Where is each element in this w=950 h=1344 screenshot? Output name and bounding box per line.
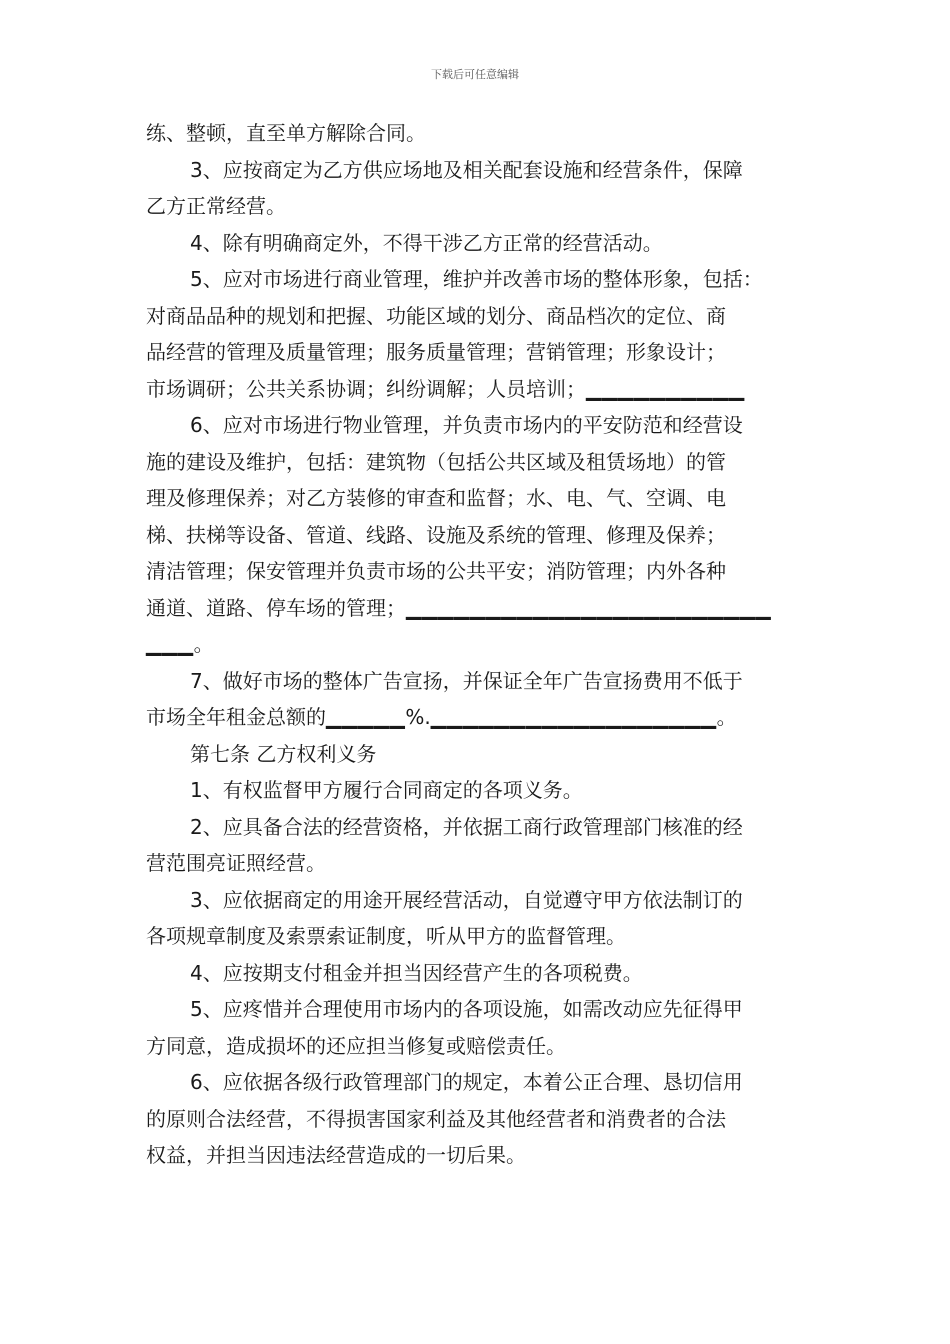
paragraph-line: 梯、扶梯等设备、管道、线路、设施及系统的管理、修理及保养； [146,522,726,547]
paragraph-line: 5、应对市场进行商业管理，维护并改善市场的整体形象，包括： [190,267,763,291]
paragraph-line: 方同意，造成损坏的还应担当修复或赔偿责任。 [146,1033,566,1058]
paragraph-line: 3、应按商定为乙方供应场地及相关配套设施和经营条件，保障 [190,157,743,182]
paragraph-line: 品经营的管理及质量管理；服务质量管理；营销管理；形象设计； [146,340,726,364]
paragraph-line: 2、应具备合法的经营资格，并依据工商行政管理部门核准的经 [190,814,743,839]
line-text: 通道、道路、停车场的管理； [146,595,406,620]
paragraph-line: 理及修理保养；对乙方装修的审查和监督；水、电、气、空调、电 [146,486,726,510]
paragraph-line: 3、应依据商定的用途开展经营活动，自觉遵守甲方依法制订的 [190,887,743,912]
fill-in-blank: ▁▁▁▁▁▁▁▁▁▁▁▁▁▁▁▁▁▁▁▁▁▁▁ [406,595,772,620]
paragraph-line: 7、做好市场的整体广告宣扬，并保证全年广告宣扬费用不低于 [190,668,743,693]
paragraph-line: 各项规章制度及索票索证制度，听从甲方的监督管理。 [146,924,626,948]
paragraph-line: 施的建设及维护，包括：建筑物（包括公共区域及租赁场地）的管 [146,449,726,474]
line-text: %. [405,705,431,729]
fill-in-blank: ▁▁▁▁▁▁▁▁▁▁ [586,376,745,401]
paragraph-line: 对商品品种的规划和把握、功能区域的划分、商品档次的定位、商 [146,303,726,328]
paragraph-line: 的原则合法经营，不得损害国家利益及其他经营者和消费者的合法 [146,1106,726,1131]
line-text: 市场全年租金总额的 [146,705,326,729]
paragraph-line: 练、整顿，直至单方解除合同。 [146,121,426,145]
paragraph-line: 6、应依据各级行政管理部门的规定，本着公正合理、恳切信用 [190,1070,743,1094]
fill-in-blank: ▁▁▁ [146,632,194,656]
paragraph-line: 4、应按期支付租金并担当因经营产生的各项税费。 [190,960,643,985]
document-body [146,115,818,1174]
paragraph-line: 4、除有明确商定外，不得干涉乙方正常的经营活动。 [190,230,663,255]
paragraph-line [146,626,818,663]
paragraph-line: 营范围亮证照经营。 [146,851,326,875]
fill-in-blank: ▁▁▁▁▁ [326,705,406,729]
paragraph-line [146,371,818,408]
paragraph-line: 6、应对市场进行物业管理，并负责市场内的平安防范和经营设 [190,413,743,437]
paragraph-line: 清洁管理；保安管理并负责市场的公共平安；消防管理；内外各种 [146,559,726,583]
paragraph-line [146,699,818,736]
fill-in-blank: ▁▁▁▁▁▁▁▁▁▁▁▁▁▁▁▁▁▁ [430,705,717,729]
paragraph-line [146,590,818,627]
line-text: 。 [193,632,214,656]
line-text: 。 [716,705,737,729]
paragraph-line: 乙方正常经营。 [146,194,286,218]
paragraph-line: 权益，并担当因违法经营造成的一切后果。 [146,1143,526,1167]
section-heading: 第七条 乙方权利义务 [190,741,377,766]
page-header: 下载后可任意编辑 [431,68,519,81]
line-text: 市场调研；公共关系协调；纠纷调解；人员培训； [146,376,586,401]
paragraph-line: 5、应疼惜并合理使用市场内的各项设施，如需改动应先征得甲 [190,997,743,1021]
paragraph-line: 1、有权监督甲方履行合同商定的各项义务。 [190,778,583,802]
